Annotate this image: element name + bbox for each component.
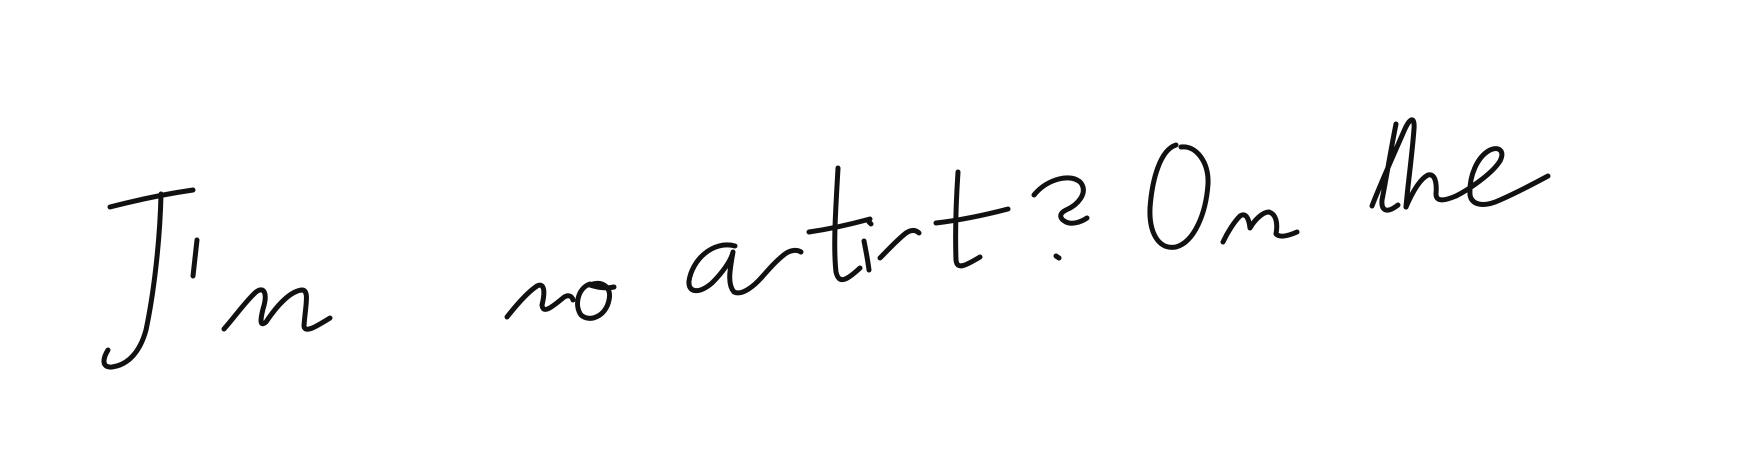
stroke-letter-I bbox=[104, 190, 193, 367]
stroke-letter-t2 bbox=[936, 172, 1008, 266]
stroke-letter-a bbox=[689, 245, 762, 293]
stroke-letter-e bbox=[1456, 149, 1548, 205]
stroke-letter-h bbox=[1406, 175, 1456, 207]
stroke-letter-t bbox=[809, 168, 870, 280]
stroke-letter-r bbox=[762, 250, 801, 277]
stroke-letter-s bbox=[880, 230, 919, 258]
stroke-letter-n bbox=[507, 285, 573, 317]
stroke-letter-o bbox=[578, 283, 614, 318]
stroke-letter-O bbox=[1150, 145, 1208, 247]
stroke-letter-i bbox=[864, 222, 871, 270]
stroke-letter-t3 bbox=[1372, 120, 1414, 210]
stroke-apostrophe bbox=[193, 240, 197, 276]
stroke-letter-n2 bbox=[1223, 212, 1297, 242]
stroke-letter-m bbox=[224, 290, 330, 329]
stroke-question-mark bbox=[1034, 178, 1087, 258]
